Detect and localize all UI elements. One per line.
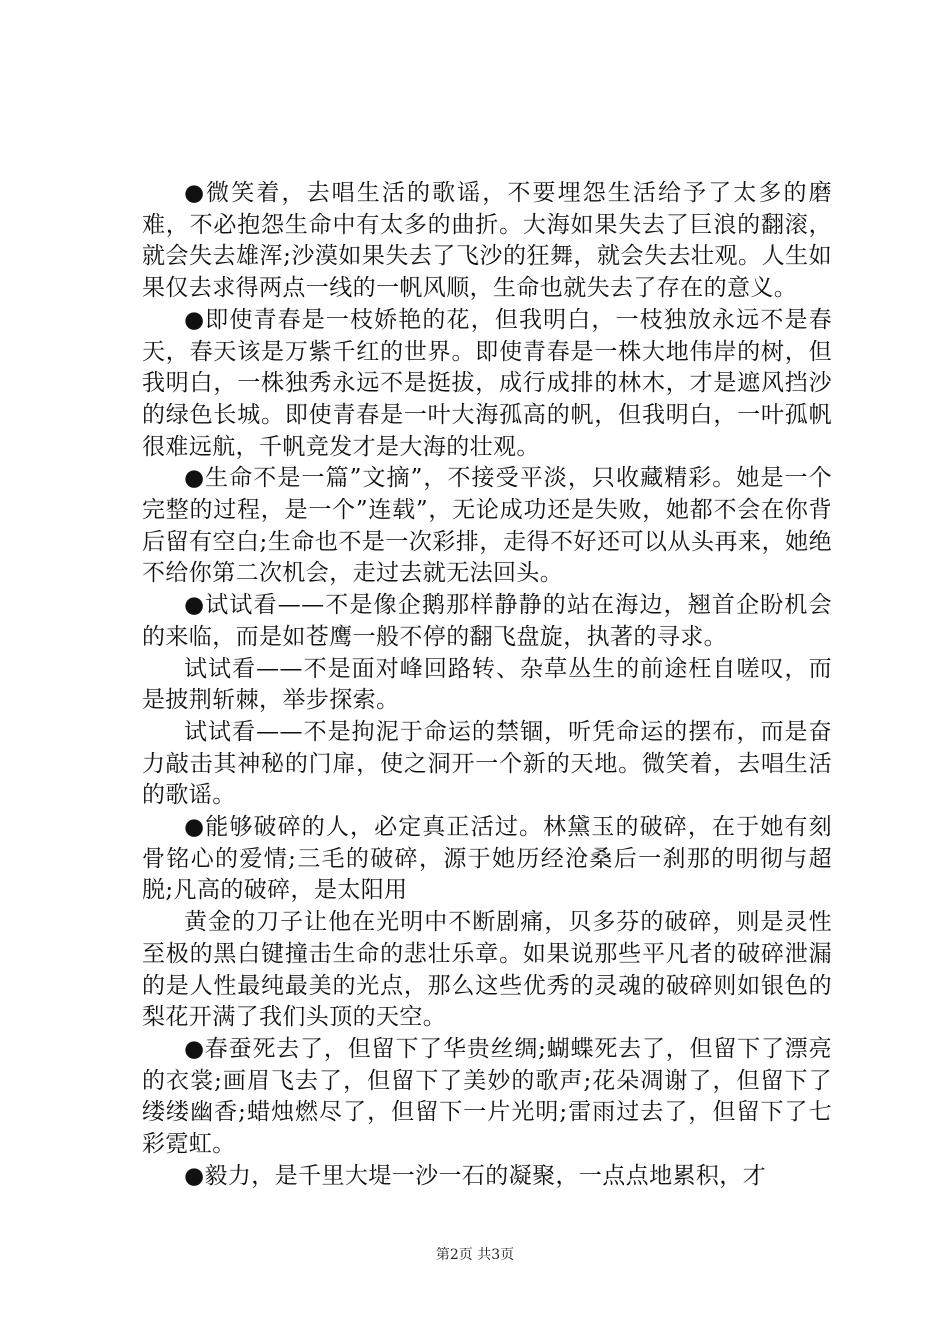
document-body bbox=[142, 178, 832, 1188]
paragraph-4: ●试试看——不是像企鹅那样静静的站在海边，翘首企盼机会的来临，而是如苍鹰一般不停的翻飞盘旋，执著的寻求。 bbox=[142, 592, 832, 650]
paragraph-5: 试试看——不是面对峰回路转、杂草丛生的前途枉自嗟叹，而是披荆斩棘，举步探索。 bbox=[142, 655, 832, 714]
paragraph-6: 试试看——不是拘泥于命运的禁锢，听凭命运的摆布，而是奋力敲击其神秘的门扉，使之洞开一个新的天地。微笑着，去唱生活的歌谣。 bbox=[142, 718, 832, 809]
paragraph-2: ●即使青春是一枝娇艳的花，但我明白，一枝独放永远不是春天，春天该是万紫千红的世界。即使青春是一株大地伟岸的树，但我明白，一株独秀永远不是挺拔，成行成排的林木，才是遮风挡沙的绿色长城。即使青春是一叶大海孤高的帆，但我明白，一叶孤帆很难远航，千帆竞发才是大海的壮观。 bbox=[142, 306, 832, 460]
paragraph-8: 黄金的刀子让他在光明中不断剧痛，贝多芬的破碎，则是灵性至极的黑白键撞击生命的悲壮乐章。如果说那些平凡者的破碎泄漏的是人性最纯最美的光点，那么这些优秀的灵魂的破碎则如银色的梨花开满了我们头顶的天空。 bbox=[142, 909, 832, 1031]
paragraph-10: ●毅力，是千里大堤一沙一石的凝聚，一点点地累积，才 bbox=[184, 1162, 767, 1188]
paragraph-9: ●春蚕死去了，但留下了华贵丝绸;蝴蝶死去了，但留下了漂亮的衣裳;画眉飞去了，但留下了美妙的歌声;花朵凋谢了，但留下了缕缕幽香;蜡烛燃尽了，但留下一片光明;雷雨过去了，但留下了七彩霓虹。 bbox=[142, 1035, 832, 1158]
page-number-footer: 第2页 共3页 bbox=[435, 1247, 515, 1263]
paragraph-3: ●生命不是一篇”文摘”，不接受平淡，只收藏精彩。她是一个完整的过程，是一个”连载”，无论成功还是失败，她都不会在你背后留有空白;生命也不是一次彩排，走得不好还可以从头再来，她绝不给你第二次机会，走过去就无法回头。 bbox=[142, 465, 832, 587]
paragraph-1: ●微笑着，去唱生活的歌谣，不要埋怨生活给予了太多的磨难，不必抱怨生命中有太多的曲折。大海如果失去了巨浪的翻滚，就会失去雄浑;沙漠如果失去了飞沙的狂舞，就会失去壮观。人生如果仅去求得两点一线的一帆风顺，生命也就失去了存在的意义。 bbox=[142, 180, 832, 302]
paragraph-7: ●能够破碎的人，必定真正活过。林黛玉的破碎，在于她有刻骨铭心的爱情;三毛的破碎，源于她历经沧桑后一刹那的明彻与超脱;凡高的破碎，是太阳用 bbox=[142, 814, 832, 904]
